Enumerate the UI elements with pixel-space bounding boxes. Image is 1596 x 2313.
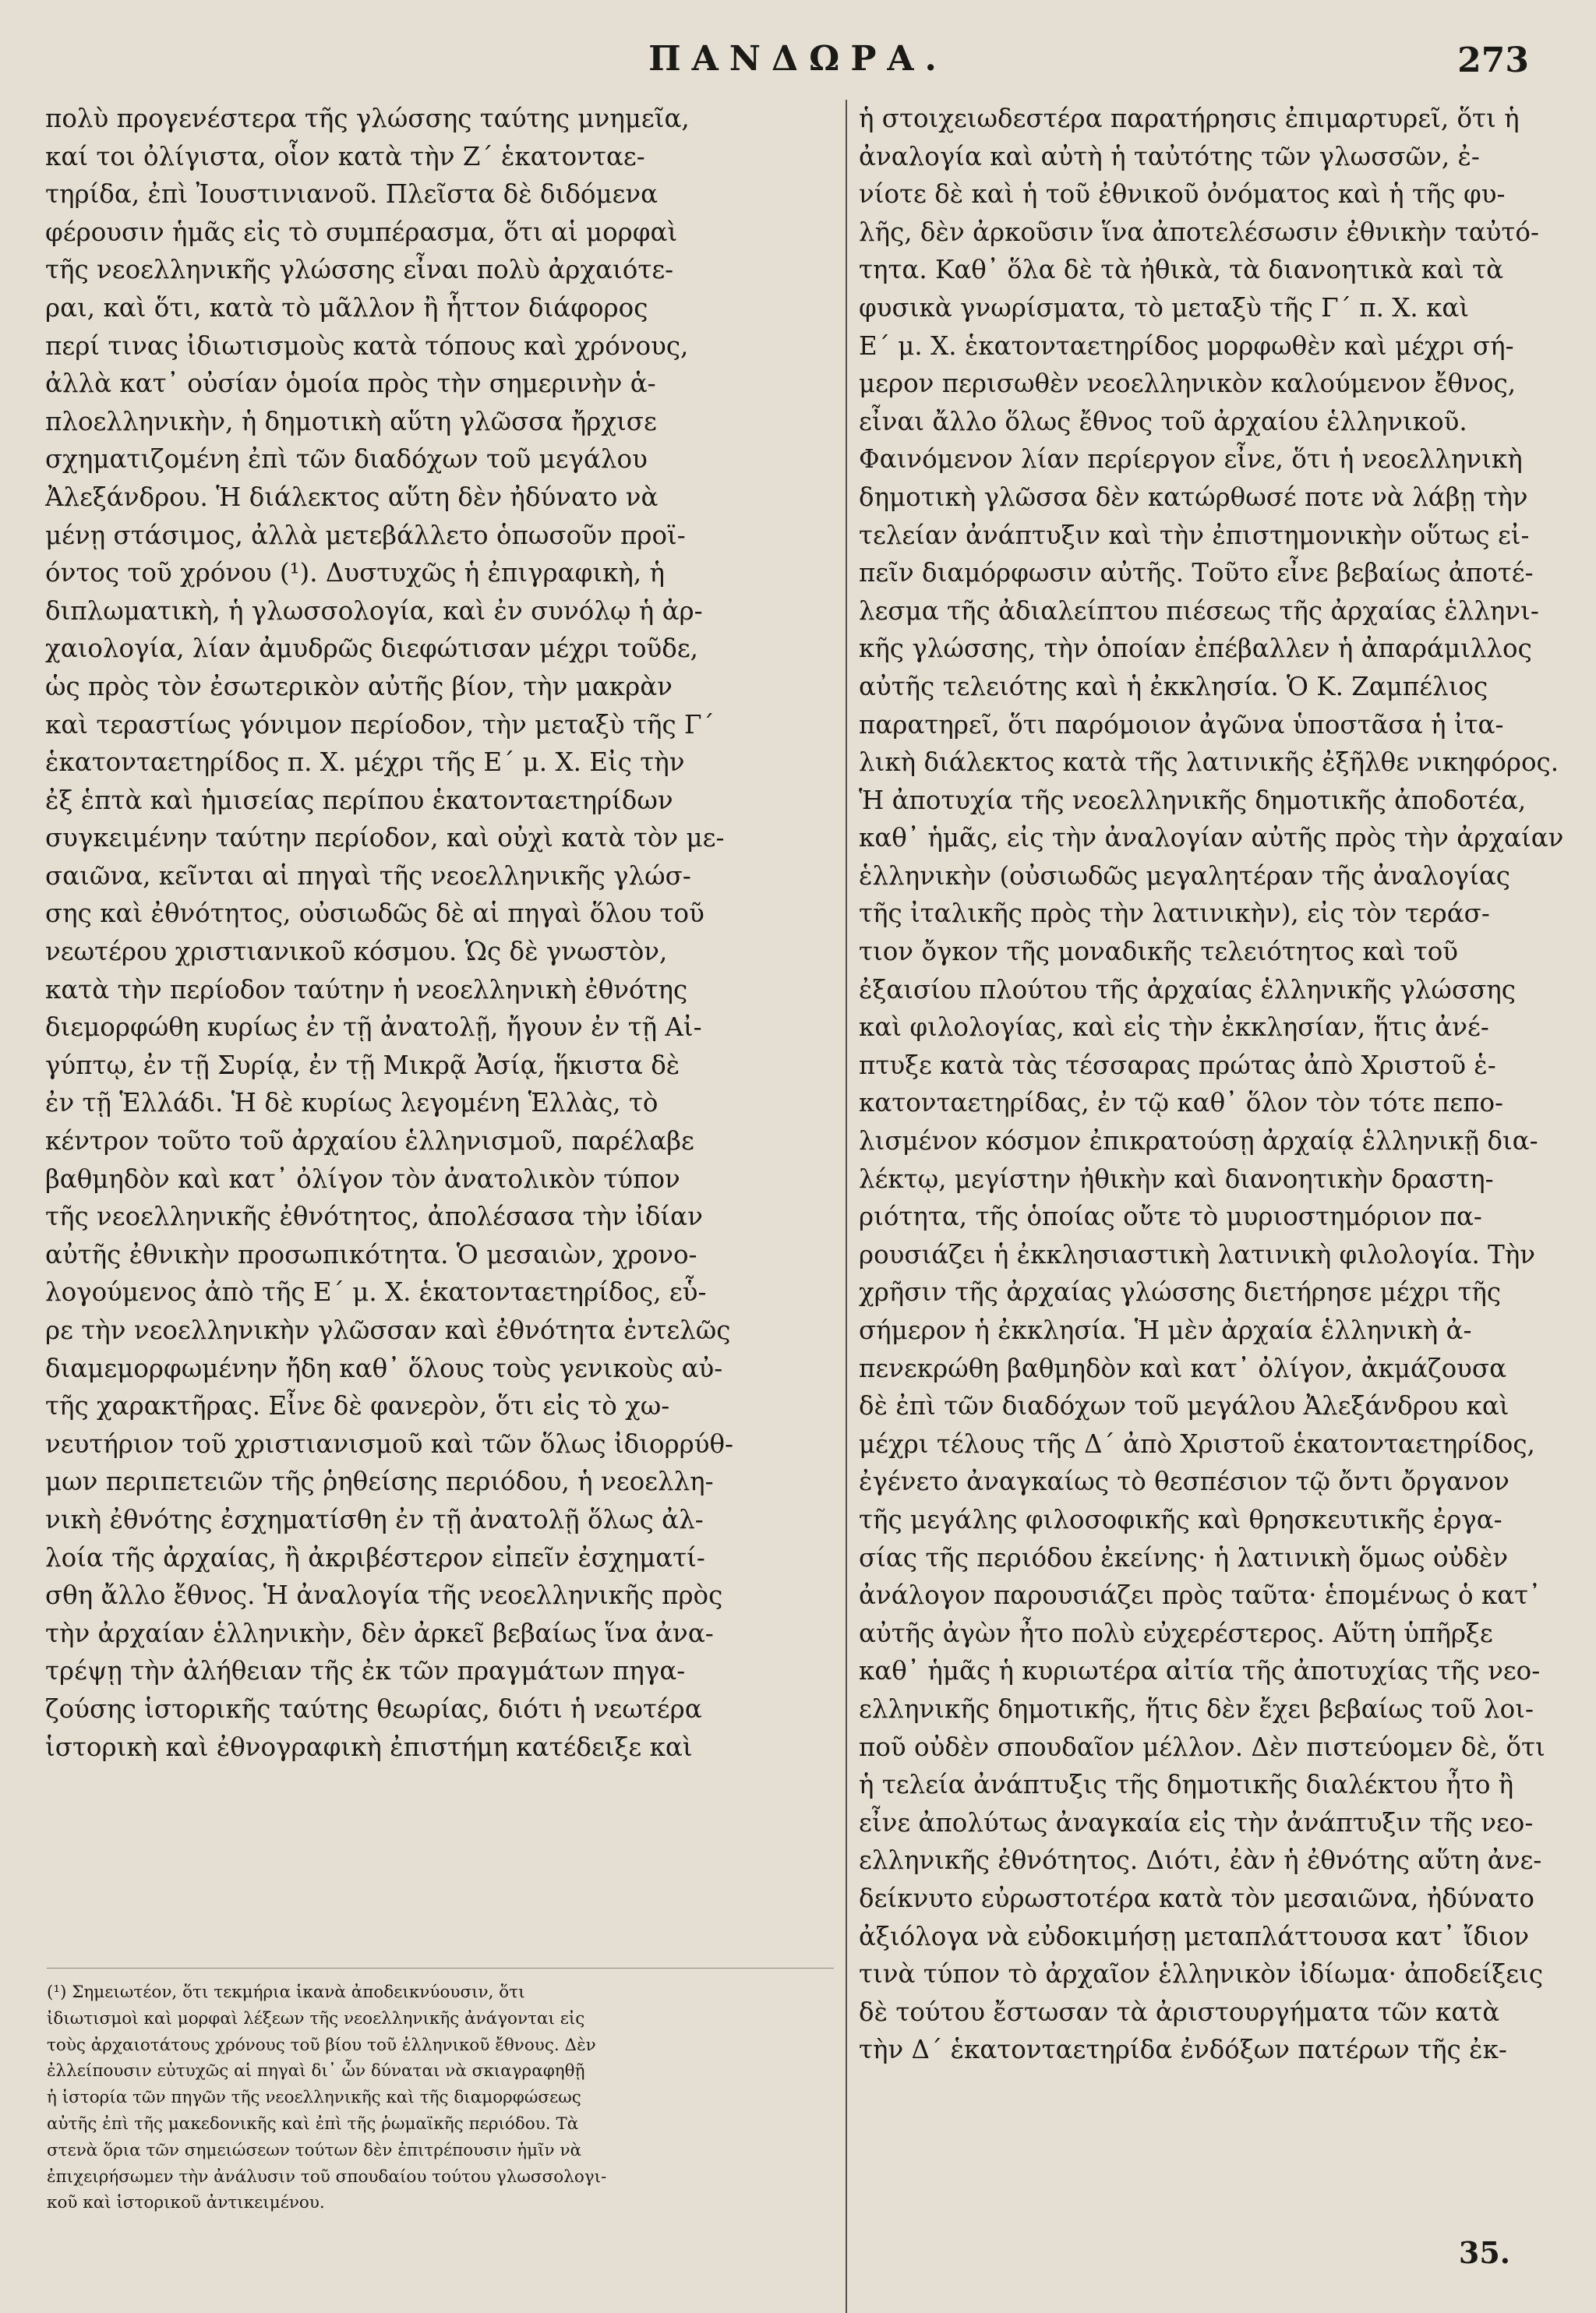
text-line: εἶνε ἀπολύτως ἀναγκαία εἰς τὴν ἀνάπτυξιν τῆς νεο- xyxy=(859,1807,1534,1838)
text-line: τρέψῃ τὴν ἀλήθειαν τῆς ἐκ τῶν πραγμάτων πηγα- xyxy=(45,1656,686,1686)
footnote-line: ἐλλείπουσιν εὐτυχῶς αἱ πηγαὶ δι᾽ ὧν δύναται νὰ σκιαγραφηθῇ xyxy=(47,2061,585,2082)
footnote-line: κοῦ καὶ ἱστορικοῦ ἀντικειμένου. xyxy=(47,2193,325,2213)
text-line: δείκνυτο εὐρωστοτέρα κατὰ τὸν μεσαιῶνα, ἠδύνατο xyxy=(859,1883,1534,1913)
text-line: όντος τοῦ χρόνου (¹). Δυστυχῶς ἡ ἐπιγραφικὴ, ἡ xyxy=(45,558,665,588)
text-line: γύπτῳ, ἐν τῇ Συρίᾳ, ἐν τῇ Μικρᾷ Ἀσίᾳ, ἥκιστα δὲ xyxy=(45,1050,680,1080)
footnote-line: αὐτῆς ἐπὶ τῆς μακεδονικῆς καὶ ἐπὶ τῆς ῥωμαϊκῆς περιόδου. Τὰ xyxy=(47,2113,579,2134)
text-line: μέχρι τέλους τῆς Δ΄ ἀπὸ Χριστοῦ ἑκατονταετηρίδος, xyxy=(859,1428,1535,1459)
text-line: σαιῶνα, κεῖνται αἱ πηγαὶ τῆς νεοελληνικῆς γλώσ- xyxy=(45,860,691,891)
text-line: ελληνικῆς δημοτικῆς, ἥτις δὲν ἔχει βεβαίως τοῦ λοι- xyxy=(859,1693,1534,1724)
text-line: καθ᾽ ἡμᾶς, εἰς τὴν ἀναλογίαν αὐτῆς πρὸς τὴν ἀρχαίαν xyxy=(859,823,1564,853)
text-line: τῆς χαρακτῆρας. Εἶνε δὲ φανερὸν, ὅτι εἰς τὸ χω- xyxy=(45,1391,670,1421)
text-line: τητα. Καθ᾽ ὅλα δὲ τὰ ἠθικὰ, τὰ διανοητικὰ καὶ τὰ xyxy=(859,255,1504,285)
text-line: δὲ τούτου ἔστωσαν τὰ ἀριστουργήματα τῶν κατὰ xyxy=(859,1997,1500,2027)
text-line: λεσμα τῆς ἀδιαλείπτου πιέσεως τῆς ἀρχαίας ἑλληνι- xyxy=(859,595,1539,626)
text-line: νικὴ ἐθνότης ἐσχηματίσθη ἐν τῇ ἀνατολῇ ὅλως ἀλ- xyxy=(45,1504,704,1534)
text-line: νεωτέρου χριστιανικοῦ κόσμου. Ὡς δὲ γνωστὸν, xyxy=(45,937,668,967)
signature-mark: 35. xyxy=(1458,2235,1510,2270)
text-line: τηρίδα, ἐπὶ Ἰουστινιανοῦ. Πλεῖστα δὲ διδόμενα xyxy=(45,179,659,210)
footnote-line: ἡ ἱστορία τῶν πηγῶν τῆς νεοελληνικῆς καὶ τῆς διαμορφώσεως xyxy=(47,2088,581,2108)
text-line: ζούσης ἱστορικῆς ταύτης θεωρίας, διότι ἡ νεωτέρα xyxy=(45,1693,702,1724)
text-line: ἀναλογία καὶ αὐτὴ ἡ ταὐτότης τῶν γλωσσῶν, ἐ- xyxy=(859,141,1480,171)
text-line: βαθμηδὸν καὶ κατ᾽ ὀλίγον τὸν ἀνατολικὸν τύπον xyxy=(45,1164,680,1194)
text-line: πολὺ προγενέστερα τῆς γλώσσης ταύτης μνημεῖα, xyxy=(45,104,690,133)
text-line: ἡ τελεία ἀνάπτυξις τῆς δημοτικῆς διαλέκτου ἦτο ἢ xyxy=(859,1770,1514,1800)
text-line: νίοτε δὲ καὶ ἡ τοῦ ἐθνικοῦ ὀνόματος καὶ ἡ τῆς φυ- xyxy=(859,179,1506,210)
text-line: νευτήριον τοῦ χριστιανισμοῦ καὶ τῶν ὅλως ἰδιορρύθ- xyxy=(45,1428,734,1459)
text-line: καὶ τεραστίως γόνιμον περίοδον, τὴν μεταξὺ τῆς Γ΄ xyxy=(45,709,715,740)
text-line: ἀνάλογον παρουσιάζει πρὸς ταῦτα· ἑπομένως ὁ κατ᾽ xyxy=(859,1580,1541,1611)
text-line: σθη ἄλλο ἔθνος. Ἡ ἀναλογία τῆς νεοελληνικῆς πρὸς xyxy=(45,1580,723,1611)
text-line: σης καὶ ἐθνότητος, οὐσιωδῶς δὲ αἱ πηγαὶ ὅλου τοῦ xyxy=(45,899,704,929)
text-line: κέντρον τοῦτο τοῦ ἀρχαίου ἑλληνισμοῦ, παρέλαβε xyxy=(45,1126,694,1156)
footnote-line: (¹) Σημειωτέον, ὅτι τεκμήρια ἱκανὰ ἀποδεικνύουσιν, ὅτι xyxy=(47,1983,525,2002)
text-line: σίας τῆς περιόδου ἐκείνης· ἡ λατινικὴ ὅμως οὐδὲν xyxy=(859,1542,1509,1573)
text-line: δημοτικὴ γλῶσσα δὲν κατώρθωσέ ποτε νὰ λάβῃ τὴν xyxy=(859,482,1528,512)
text-line: κατονταετηρίδας, ἐν τῷ καθ᾽ ὅλον τὸν τότε πεπο- xyxy=(859,1088,1504,1118)
text-line: ἱστορικὴ καὶ ἐθνογραφικὴ ἐπιστήμη κατέδειξε καὶ xyxy=(45,1732,693,1762)
page-number: 273 xyxy=(1457,41,1529,80)
text-line: σχηματιζομένη ἐπὶ τῶν διαδόχων τοῦ μεγάλου xyxy=(45,444,648,475)
text-line: τινὰ τύπον τὸ ἀρχαῖον ἑλληνικὸν ἰδίωμα· ἀποδείξεις xyxy=(859,1959,1544,1990)
text-line: φυσικὰ γνωρίσματα, τὸ μεταξὺ τῆς Γ΄ π. Χ. καὶ xyxy=(859,292,1470,323)
text-line: Ἀλεξάνδρου. Ἡ διάλεκτος αὕτη δὲν ἠδύνατο νὰ xyxy=(45,482,659,512)
text-line: διεμορφώθη κυρίως ἐν τῇ ἀνατολῇ, ἤγουν ἐν τῇ Αἰ- xyxy=(45,1012,702,1043)
text-line: αὐτῆς τελειότης καὶ ἡ ἐκκλησία. Ὁ Κ. Ζαμπέλιος xyxy=(859,671,1488,701)
text-line: φέρουσιν ἡμᾶς εἰς τὸ συμπέρασμα, ὅτι αἱ μορφαὶ xyxy=(45,217,678,247)
text-line: ελληνικῆς ἐθνότητος. Διότι, ἐὰν ἡ ἐθνότης αὕτη ἀνε- xyxy=(859,1845,1542,1876)
text-line: πλοελληνικὴν, ἡ δημοτικὴ αὕτη γλῶσσα ἤρχισε xyxy=(45,406,657,436)
text-line: περί τινας ἰδιωτισμοὺς κατὰ τόπους καὶ χρόνους, xyxy=(45,330,689,361)
text-line: τῆς νεοελληνικῆς γλώσσης εἶναι πολὺ ἀρχαιότε- xyxy=(45,255,674,285)
text-line: λέκτῳ, μεγίστην ἠθικὴν καὶ διανοητικὴν δραστη- xyxy=(859,1164,1494,1194)
text-line: κῆς γλώσσης, τὴν ὁποίαν ἐπέβαλλεν ἡ ἀπαράμιλλος xyxy=(859,634,1532,664)
right-column-text xyxy=(859,100,1596,2069)
footnote-rule xyxy=(47,1968,834,1969)
text-line: Ε΄ μ. Χ. ἑκατονταετηρίδος μορφωθὲν καὶ μέχρι σή- xyxy=(859,330,1514,361)
left-column-text xyxy=(45,100,835,1766)
text-line: λογούμενος ἀπὸ τῆς Ε΄ μ. Χ. ἑκατονταετηρίδος, εὗ- xyxy=(45,1277,707,1308)
column-divider xyxy=(846,100,847,2313)
text-line: ριότητα, τῆς ὁποίας οὔτε τὸ μυριοστημόριον πα- xyxy=(859,1202,1482,1232)
running-title: ΠΑΝΔΩΡΑ. xyxy=(648,39,948,79)
text-line: ἐγένετο ἀναγκαίως τὸ θεσπέσιον τῷ ὄντι ὄργανον xyxy=(859,1467,1509,1497)
text-line: ἑκατονταετηρίδος π. Χ. μέχρι τῆς Ε΄ μ. Χ. Εἰς τὴν xyxy=(45,747,685,778)
text-line: μερον περισωθὲν νεοελληνικὸν καλούμενον ἔθνος, xyxy=(859,369,1517,399)
text-line: αὐτῆς ἐθνικὴν προσωπικότητα. Ὁ μεσαιὼν, χρονο- xyxy=(45,1239,697,1270)
footnote-line: στενὰ ὅρια τῶν σημειώσεων τούτων δὲν ἐπιτρέπουσιν ἡμῖν νὰ xyxy=(47,2140,582,2160)
text-line: Φαινόμενον λίαν περίεργον εἶνε, ὅτι ἡ νεοελληνικὴ xyxy=(859,444,1523,475)
text-line: καθ᾽ ἡμᾶς ἡ κυριωτέρα αἰτία τῆς ἀποτυχίας τῆς νεο- xyxy=(859,1656,1541,1686)
text-line: λικὴ διάλεκτος κατὰ τῆς λατινικῆς ἐξῆλθε νικηφόρος. xyxy=(859,747,1559,778)
text-line: ἀλλὰ κατ᾽ οὐσίαν ὁμοία πρὸς τὴν σημερινὴν ἁ- xyxy=(45,369,656,399)
text-line: ἐξαισίου πλούτου τῆς ἀρχαίας ἑλληνικῆς γλώσσης xyxy=(859,974,1516,1005)
text-line: Ἡ ἀποτυχία τῆς νεοελληνικῆς δημοτικῆς ἀποδοτέα, xyxy=(859,785,1527,815)
text-line: διπλωματικὴ, ἡ γλωσσολογία, καὶ ἐν συνόλῳ ἡ ἀρ- xyxy=(45,595,703,626)
text-line: κατὰ τὴν περίοδον ταύτην ἡ νεοελληνικὴ ἐθνότης xyxy=(45,974,688,1005)
text-line: τῆς μεγάλης φιλοσοφικῆς καὶ θρησκευτικῆς ἐργα- xyxy=(859,1504,1502,1534)
text-line: ἀξιόλογα νὰ εὐδοκιμήσῃ μεταπλάττουσα κατ᾽ ἴδιον xyxy=(859,1921,1530,1951)
text-line: συγκειμένην ταύτην περίοδον, καὶ οὐχὶ κατὰ τὸν με- xyxy=(45,823,725,853)
text-line: διαμεμορφωμένην ἤδη καθ᾽ ὅλους τοὺς γενικοὺς αὐ- xyxy=(45,1353,723,1383)
footnote-line: ἰδιωτισμοὶ καὶ μορφαὶ λέξεων τῆς νεοελληνικῆς ἀνάγονται εἰς xyxy=(47,2008,585,2029)
text-line: ποῦ οὐδὲν σπουδαῖον μέλλον. Δὲν πιστεύομεν δὲ, ὅτι xyxy=(859,1732,1545,1762)
text-line: τὴν Δ΄ ἑκατονταετηρίδα ἐνδόξων πατέρων τῆς ἐκ- xyxy=(859,2035,1507,2065)
text-line: καί τοι ὀλίγιστα, οἷον κατὰ τὴν Ζ΄ ἑκατονταε- xyxy=(45,141,645,171)
text-line: λοία τῆς ἀρχαίας, ἢ ἀκριβέστερον εἰπεῖν ἐσχηματί- xyxy=(45,1542,705,1573)
text-line: ἐξ ἑπτὰ καὶ ἡμισείας περίπου ἑκατονταετηρίδων xyxy=(45,785,673,815)
text-line: ρε τὴν νεοελληνικὴν γλῶσσαν καὶ ἐθνότητα ἐντελῶς xyxy=(45,1315,731,1345)
footnote xyxy=(47,1979,835,2216)
text-line: τὴν ἀρχαίαν ἑλληνικὴν, δὲν ἀρκεῖ βεβαίως ἵνα ἀνα- xyxy=(45,1618,714,1648)
footnote-line: ἐπιχειρήσωμεν τὴν ἀνάλυσιν τοῦ σπουδαίου τούτου γλωσσολογι- xyxy=(47,2166,607,2187)
text-line: λῆς, δὲν ἀρκοῦσιν ἵνα ἀποτελέσωσιν ἐθνικὴν ταὐτό- xyxy=(859,217,1539,247)
footnote-line: τοὺς ἀρχαιοτάτους χρόνους τοῦ βίου τοῦ ἑλληνικοῦ ἔθνους. Δὲν xyxy=(47,2035,596,2055)
text-line: χαιολογία, λίαν ἀμυδρῶς διεφώτισαν μέχρι τοῦδε, xyxy=(45,634,699,664)
text-line: τῆς νεοελληνικῆς ἐθνότητος, ἀπολέσασα τὴν ἰδίαν xyxy=(45,1202,703,1232)
text-line: τιον ὄγκον τῆς μοναδικῆς τελειότητος καὶ τοῦ xyxy=(859,937,1459,967)
text-line: χρῆσιν τῆς ἀρχαίας γλώσσης διετήρησε μέχρι τῆς xyxy=(859,1277,1502,1308)
text-line: καὶ φιλολογίας, καὶ εἰς τὴν ἐκκλησίαν, ἥτις ἀνέ- xyxy=(859,1012,1489,1043)
text-line: ὡς πρὸς τὸν ἐσωτερικὸν αὐτῆς βίον, τὴν μακρὰν xyxy=(45,671,673,701)
text-line: λισμένον κόσμον ἐπικρατούσῃ ἀρχαίᾳ ἑλληνικῇ δια- xyxy=(859,1126,1538,1156)
text-line: ραι, καὶ ὅτι, κατὰ τὸ μᾶλλον ἢ ἧττον διάφορος xyxy=(45,292,648,323)
text-line: ἑλληνικὴν (οὐσιωδῶς μεγαλητέραν τῆς ἀναλογίας xyxy=(859,860,1510,891)
text-line: ἡ στοιχειωδεστέρα παρατήρησις ἐπιμαρτυρεῖ, ὅτι ἡ xyxy=(859,104,1520,133)
text-line: ἐν τῇ Ἑλλάδι. Ἡ δὲ κυρίως λεγομένη Ἑλλὰς, τὸ xyxy=(45,1088,659,1118)
text-line: τελείαν ἀνάπτυξιν καὶ τὴν ἐπιστημονικὴν οὕτως εἰ- xyxy=(859,520,1530,550)
text-line: παρατηρεῖ, ὅτι παρόμοιον ἀγῶνα ὑποστᾶσα ἡ ἰτα- xyxy=(859,709,1504,740)
text-line: μένῃ στάσιμος, ἀλλὰ μετεβάλλετο ὁπωσοῦν προϊ- xyxy=(45,520,686,550)
text-line: μων περιπετειῶν τῆς ῥηθείσης περιόδου, ἡ νεοελλη- xyxy=(45,1467,714,1497)
text-line: ρουσιάζει ἡ ἐκκλησιαστικὴ λατινικὴ φιλολογία. Τὴν xyxy=(859,1239,1536,1270)
text-line: πτυξε κατὰ τὰς τέσσαρας πρώτας ἀπὸ Χριστοῦ ἑ- xyxy=(859,1050,1496,1080)
text-line: πενεκρώθη βαθμηδὸν καὶ κατ᾽ ὀλίγον, ἀκμάζουσα xyxy=(859,1353,1507,1383)
text-line: τῆς ἰταλικῆς πρὸς τὴν λατινικὴν), εἰς τὸν τεράσ- xyxy=(859,899,1490,929)
text-line: εἶναι ἄλλο ὅλως ἔθνος τοῦ ἀρχαίου ἑλληνικοῦ. xyxy=(859,406,1467,436)
text-line: σήμερον ἡ ἐκκλησία. Ἡ μὲν ἀρχαία ἑλληνικὴ ἀ- xyxy=(859,1315,1472,1345)
text-line: δὲ ἐπὶ τῶν διαδόχων τοῦ μεγάλου Ἀλεξάνδρου καὶ xyxy=(859,1391,1509,1421)
text-line: αὐτῆς ἀγὼν ἦτο πολὺ εὐχερέστερος. Αὕτη ὑπῆρξε xyxy=(859,1618,1493,1648)
text-line: πεῖν διαμόρφωσιν αὐτῆς. Τοῦτο εἶνε βεβαίως ἀποτέ- xyxy=(859,558,1534,588)
